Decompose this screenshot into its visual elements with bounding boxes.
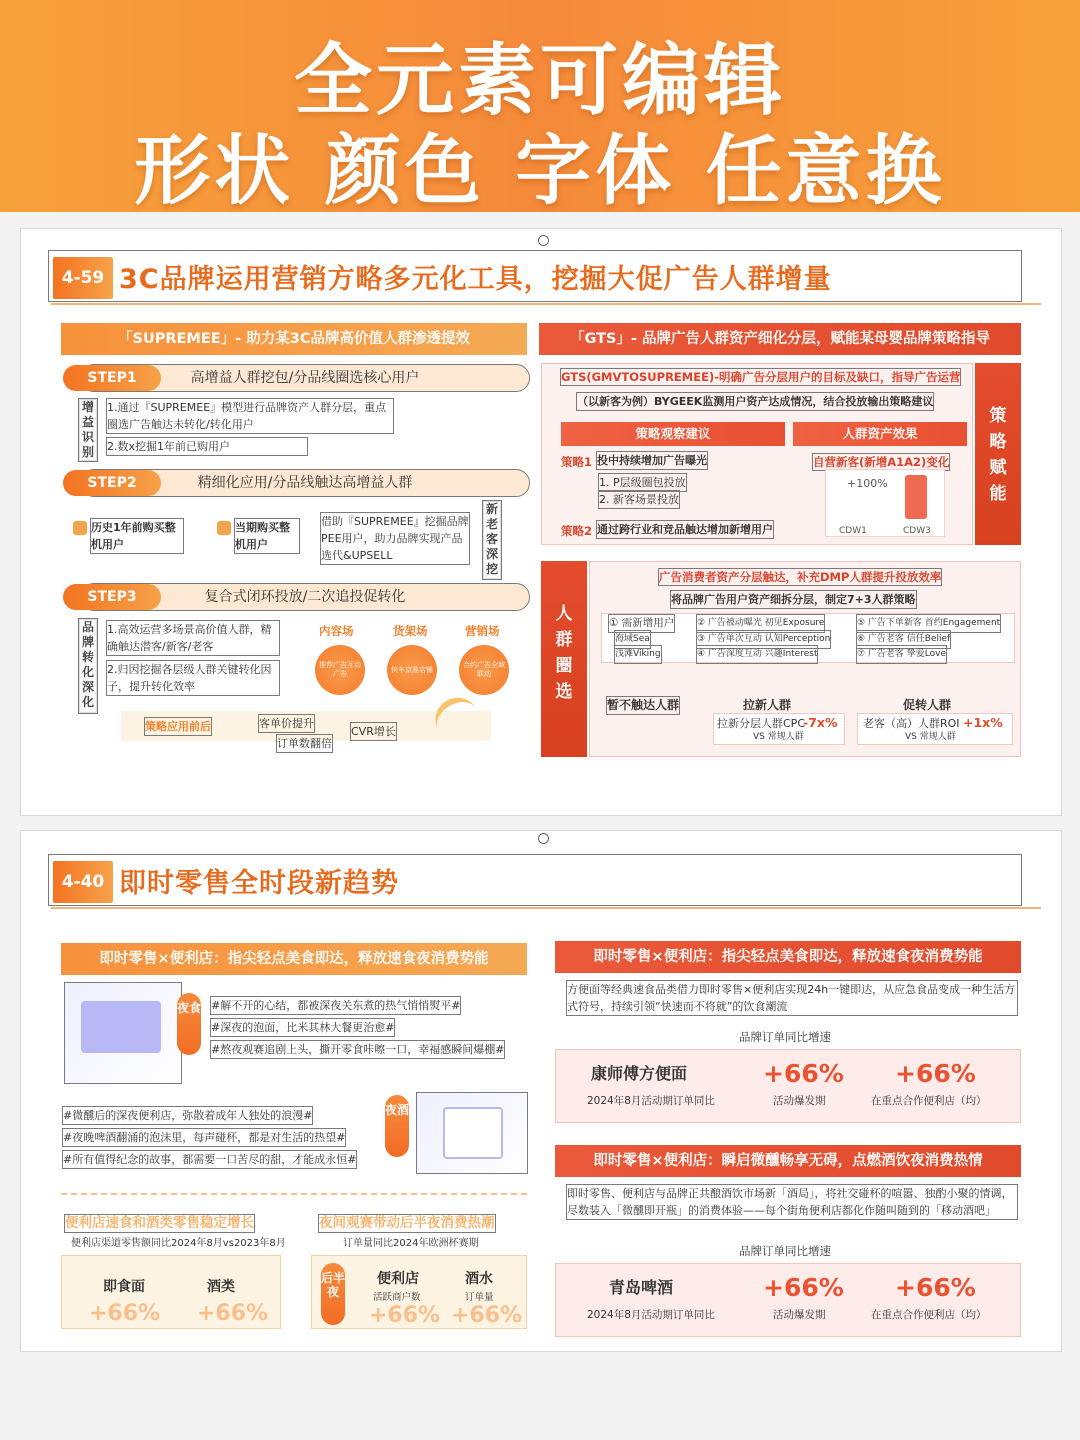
group-convert[interactable]: 促转人群	[903, 698, 952, 712]
acquire-compare: VS 常规人群	[753, 732, 804, 742]
step3-vertical-label[interactable]: 品牌转化深化	[79, 619, 97, 713]
field-content[interactable]: 内容场	[319, 624, 354, 638]
effect-bar-cdw3	[905, 475, 927, 519]
stat-2-value[interactable]: +66%	[895, 1059, 976, 1088]
label-cdw3: CDW3	[903, 526, 931, 536]
page-title[interactable]: 即时零售全时段新趋势	[119, 868, 399, 899]
chart1-noodle-value[interactable]: +66%	[89, 1301, 161, 1326]
brand-1-sub: 2024年8月活动期订单同比	[587, 1095, 715, 1107]
step2-tag[interactable]: STEP2	[63, 470, 161, 496]
rotate-handle-icon[interactable]	[538, 235, 549, 246]
strategy1-item-2[interactable]: 2. 新客场景投放	[599, 493, 679, 506]
chart2-drinks-value[interactable]: +66%	[451, 1303, 523, 1328]
acquire-metric[interactable]: 拉新分层人群CPC	[717, 717, 805, 730]
stat-4-value[interactable]: +66%	[895, 1273, 976, 1302]
chart2-item-drinks[interactable]: 酒水	[465, 1271, 493, 1287]
effect-title[interactable]: 自营新客(新增A1A2)变化	[813, 455, 950, 469]
effect-percent[interactable]: +100%	[847, 477, 888, 490]
dmp-subtitle[interactable]: 广告消费者资产分层触达，补充DMP人群提升投放效率	[659, 570, 942, 584]
side-label-strategy-text: 策略赋能	[989, 406, 1007, 504]
grid-r2-c2[interactable]: ③ 广告单次互动 认知Perception	[697, 631, 830, 648]
step3-point-2[interactable]: 2.归因挖掘各层级人群关键转化因子，提升转化效率	[107, 661, 279, 695]
right-header-bar[interactable]: 「GTS」- 品牌广告人群资产细化分层，赋能某母婴品牌策略指导	[539, 323, 1021, 355]
step3-point-1[interactable]: 1.高效运营多场景高价值人群，精确触达潜客/新客/老客	[107, 621, 279, 655]
split-subtitle[interactable]: 将品牌广告用户资产细拆分层，制定7+3人群策略	[671, 593, 916, 606]
slide-number-tag[interactable]: 4-40	[53, 861, 113, 903]
grid-r1-c1[interactable]: ① 需新增用户	[609, 615, 674, 632]
rotate-handle-icon[interactable]	[538, 833, 549, 844]
title-divider	[51, 303, 1041, 305]
grid-r2-c3[interactable]: ⑥ 广告老客 信任Belief	[857, 631, 950, 648]
grid-r3-c2[interactable]: ④ 广告深度互动 兴趣Interest	[697, 646, 817, 663]
food-tag-3[interactable]: #熬夜观赛追剧上头，撕开零食咔嚓一口，幸福感瞬间爆棚#	[211, 1043, 505, 1056]
brand-1[interactable]: 康师傅方便面	[591, 1064, 688, 1083]
group-not-reached[interactable]: 暂不触达人群	[607, 698, 680, 712]
chart1-item-noodle[interactable]: 即食面	[103, 1279, 145, 1295]
chart1-title[interactable]: 便利店速食和酒类零售稳定增长	[65, 1215, 254, 1231]
metric-cvr[interactable]: CVR增长	[351, 725, 396, 738]
stat-4-label: 在重点合作便利店（均）	[871, 1309, 987, 1321]
strategy1-tag[interactable]: 策略1	[561, 455, 593, 469]
group-current-users[interactable]: 当期购买整机用户	[235, 519, 299, 553]
grid-r1-c3[interactable]: ⑤ 广告下单新客 首约Engagement	[857, 615, 1000, 632]
stat-1-label: 活动爆发期	[773, 1095, 826, 1107]
chart1-item-liquor[interactable]: 酒类	[207, 1279, 235, 1295]
step1-bar[interactable]: 高增益人群挖包/分品线圈选核心用户	[81, 365, 529, 391]
strategy1-title[interactable]: 投中持续增加广告曝光	[597, 454, 707, 467]
left-header-bar[interactable]: 即时零售×便利店：指尖轻点美食即达，释放速食夜消费势能	[61, 943, 527, 975]
slide-4-59[interactable]	[20, 228, 1062, 816]
strategy2-title[interactable]: 通过跨行业和竞品触达增加新增用户	[597, 523, 773, 536]
grid-r3-c1[interactable]: 浅滩Viking	[615, 646, 661, 663]
convert-value[interactable]: +1x%	[963, 715, 1003, 730]
banner-line-2: 形状 颜色 字体 任意换	[134, 126, 946, 215]
stat-3-label: 活动爆发期	[773, 1309, 826, 1321]
grid-r2-c1[interactable]: 海域Sea	[615, 631, 650, 648]
chart2-store-value[interactable]: +66%	[369, 1303, 441, 1328]
user-icon	[73, 521, 87, 535]
brand-2[interactable]: 青岛啤酒	[609, 1278, 674, 1297]
convert-compare: VS 常规人群	[905, 732, 956, 742]
step1-vertical-label[interactable]: 增益识别	[79, 399, 97, 461]
chart1-subtitle: 便利店渠道零售额同比2024年8月vs2023年8月	[71, 1238, 286, 1249]
step2-bar[interactable]: 精细化应用/分品线触达高增益人群	[81, 470, 529, 496]
step2-description[interactable]: 借助『SUPREMEE』挖掘品牌PEE用户，助力品牌实现产品选代&UPSELL	[321, 515, 469, 562]
pill-asset-effect[interactable]: 人群资产效果	[793, 422, 967, 446]
chart2-subtitle: 订单量同比2024年欧洲杯赛期	[343, 1238, 479, 1249]
step1-point-1[interactable]: 1.通过『SUPREMEE』模型进行品牌资产人群分层，重点圈选广告触达未转化/转化用户	[107, 399, 393, 433]
right-header-bar-1[interactable]: 即时零售×便利店：指尖轻点美食即达，释放速食夜消费势能	[555, 941, 1021, 973]
pill-late-night[interactable]: 后半夜	[321, 1263, 345, 1325]
right-header-bar-2[interactable]: 即时零售×便利店：瞬启微醺畅享无碍，点燃酒饮夜消费热情	[555, 1145, 1021, 1177]
dashed-divider	[61, 1193, 527, 1195]
chart2-store-sub: 活跃商户数	[373, 1292, 421, 1303]
drink-tag-1[interactable]: #微醺后的深夜便利店，弥散着成年人独处的浪漫#	[63, 1109, 313, 1122]
page-title[interactable]: 3C品牌运用营销方略多元化工具，挖掘大促广告人群增量	[119, 264, 832, 295]
pill-night-food[interactable]: 夜食	[177, 993, 201, 1055]
chart2-drinks-sub: 订单量	[465, 1292, 494, 1303]
laptop-icon	[81, 1001, 161, 1053]
food-tag-1[interactable]: #解不开的心结，都被深夜关东煮的热气悄悄熨平#	[211, 999, 461, 1012]
drink-tag-3[interactable]: #所有值得纪念的故事，都需要一口苦尽的甜，才能成永恒#	[63, 1153, 357, 1166]
drink-tag-2[interactable]: #夜晚啤酒翻涌的泡沫里，每声碰杯，都是对生活的热望#	[63, 1131, 346, 1144]
convert-metric[interactable]: 老客（高）人群ROI	[863, 717, 960, 730]
chart2-item-store[interactable]: 便利店	[377, 1271, 419, 1287]
left-header-bar[interactable]: 「SUPREMEE」- 助力某3C品牌高价值人群渗透提效	[61, 323, 527, 355]
geek-subtitle[interactable]: （以新客为例）BYGEEK监测用户资产达成情况，结合投放输出策略建议	[577, 395, 934, 408]
before-after-label[interactable]: 策略应用前后	[145, 720, 211, 733]
food-tag-2[interactable]: #深夜的泡面，比米其林大餐更治愈#	[211, 1021, 395, 1034]
field-shelf[interactable]: 货架场	[393, 624, 428, 638]
stat-2-label: 在重点合作便利店（均）	[871, 1095, 987, 1107]
step2-vertical-label[interactable]: 新老客深挖	[483, 501, 501, 579]
strategy2-tag[interactable]: 策略2	[561, 524, 593, 538]
grid-r1-c2[interactable]: ② 广告被动曝光 初见Exposure	[697, 615, 824, 632]
group-history-users[interactable]: 历史1年前购买整机用户	[91, 519, 183, 553]
strategy1-item-1[interactable]: 1. P层级圈包投放	[599, 476, 686, 489]
step1-point-2[interactable]: 2.数x挖掘1年前已购用户	[107, 438, 307, 455]
step3-tag[interactable]: STEP3	[63, 584, 161, 610]
gts-subtitle[interactable]: GTS(GMVTOSUPREMEE)-明确广告分层用户的目标及缺口，指导广告运营	[561, 370, 961, 384]
kpi-label-1: 品牌订单同比增速	[739, 1030, 831, 1044]
side-label-audience[interactable]	[541, 561, 587, 757]
acquire-value[interactable]: -7x%	[803, 715, 838, 730]
stat-3-value[interactable]: +66%	[763, 1273, 844, 1302]
circle-contract-ads[interactable]: 合约广告全域联动	[459, 645, 509, 695]
step1-tag[interactable]: STEP1	[63, 365, 161, 391]
side-label-strategy[interactable]	[975, 363, 1021, 545]
slide-number-tag[interactable]: 4-59	[53, 257, 113, 299]
pill-strategy-advice[interactable]: 策略观察建议	[561, 422, 785, 446]
chart2-title[interactable]: 夜间观赛带动后半夜消费热潮	[319, 1215, 495, 1231]
stat-1-value[interactable]: +66%	[763, 1059, 844, 1088]
pill-night-drink[interactable]: 夜酒	[385, 1095, 409, 1157]
field-marketing[interactable]: 营销场	[465, 624, 500, 638]
metric-aov[interactable]: 客单价提升	[259, 717, 314, 730]
brand-2-sub: 2024年8月活动期订单同比	[587, 1309, 715, 1321]
circle-recommend-ads[interactable]: 推荐广告互动广告	[315, 645, 365, 695]
right-paragraph-1[interactable]: 方便面等经典速食品类借力即时零售×便利店实现24h一键即达，从应急食品变成一种生活方式符号，持续引领“快速而不将就”的饮食潮流	[567, 983, 1016, 1013]
user-icon	[217, 521, 231, 535]
slide-4-40[interactable]	[20, 830, 1062, 1352]
circle-express-store[interactable]: 快车京准店铺	[387, 645, 437, 695]
right-paragraph-2[interactable]: 即时零售、便利店与品牌正共酿酒饮市场新「酒局」，将社交碰杯的喧嚣、独酌小聚的情调，尽数装入「微醺即开瓶」的消费体验——每个街角便利店都化作随叫随到的「移动酒吧」	[567, 1185, 1017, 1219]
metric-orders[interactable]: 订单数翻倍	[277, 737, 332, 750]
grid-r3-c3[interactable]: ⑦ 广告老客 挚爱Love	[857, 646, 946, 663]
title-divider	[51, 907, 1041, 909]
kpi-label-2: 品牌订单同比增速	[739, 1244, 831, 1258]
banner-line-1: 全元素可编辑	[293, 36, 786, 126]
chart-board-icon	[443, 1107, 503, 1159]
group-acquire[interactable]: 拉新人群	[743, 698, 792, 712]
side-label-audience-text: 人群圈选	[555, 604, 573, 702]
chart1-liquor-value[interactable]: +66%	[197, 1301, 269, 1326]
hero-banner	[0, 0, 1080, 215]
label-cdw1: CDW1	[839, 526, 867, 536]
step3-bar[interactable]: 复合式闭环投放/二次追投促转化	[81, 584, 529, 610]
